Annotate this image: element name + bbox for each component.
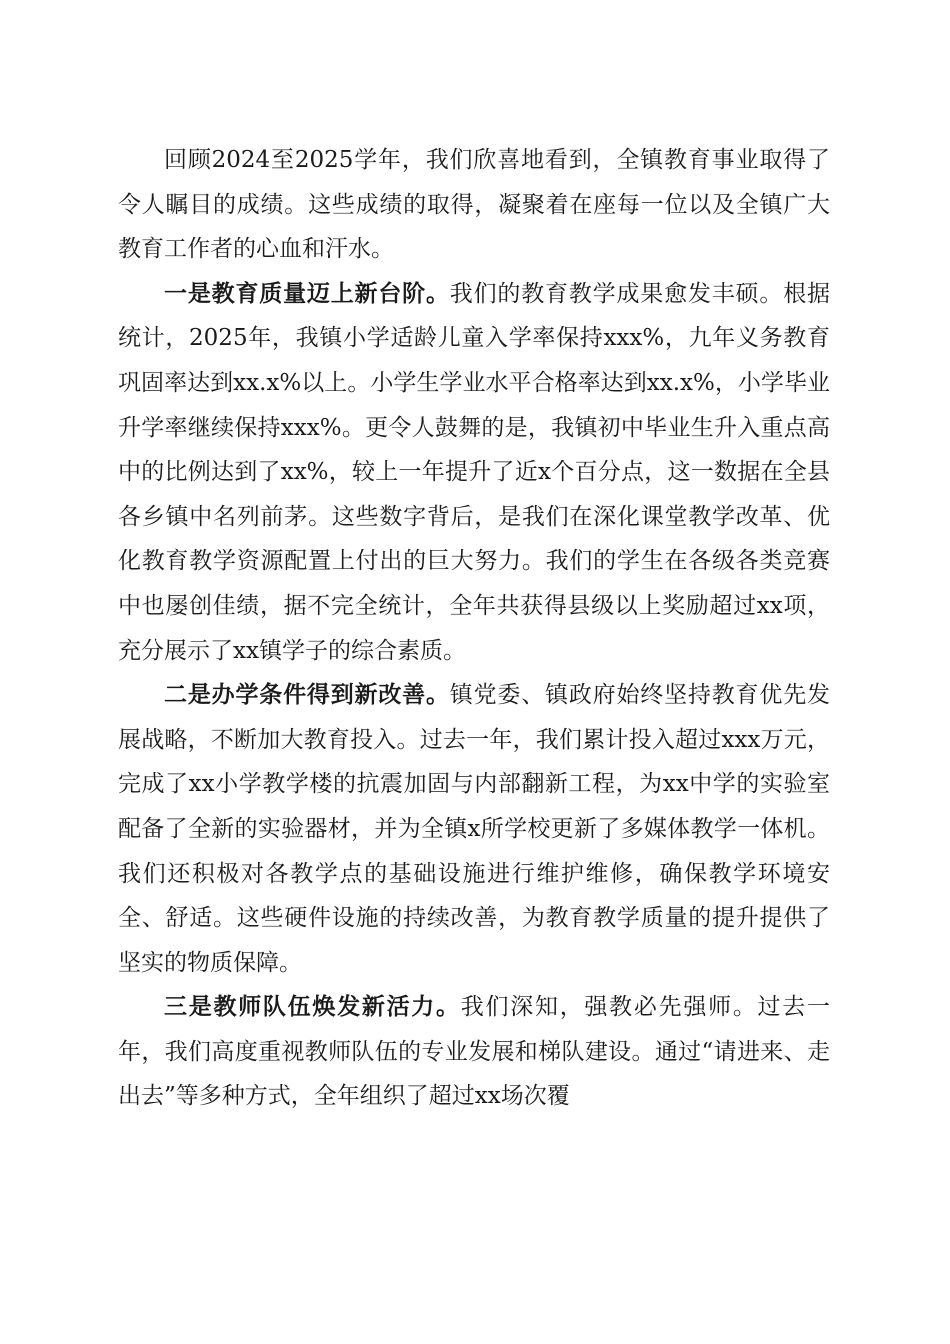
paragraph-body: 回顾2024至2025学年，我们欣喜地看到，全镇教育事业取得了令人瞩目的成绩。这些成绩的取得，凝聚着在座每一位以及全镇广大教育工作者的心血和汗水。 <box>118 147 830 263</box>
paragraph-lead: 三是教师队伍焕发新活力。 <box>164 993 461 1021</box>
paragraph-body: 我们深知，强教必先强师。过去一年，我们高度重视教师队伍的专业发展和梯队建设。通过“请进来、走出去”等多种方式，全年组织了超过xx场次覆 <box>118 994 831 1110</box>
paragraph-intro <box>118 138 830 272</box>
paragraph-body: 我们的教育教学成果愈发丰硕。根据统计，2025年，我镇小学适龄儿童入学率保持xxx%，九年义务教育巩固率达到xx.x%以上。小学生学业水平合格率达到xx.x%，小学毕业升学率继续保持xxx%。更令人鼓舞的是，我镇初中毕业生升入重点高中的比例达到了xx%，较上一年提升了近x个百分点，这一数据在全县各乡镇中名列前茅。这些数字背后，是我们在深化课堂教学改革、优化教育教学资源配置上付出的巨大努力。我们的学生在各级各类竞赛中也屡创佳绩，据不完全统计，全年共获得县级以上奖励超过xx项，充分展示了xx镇学子的综合素质。 <box>118 280 831 664</box>
paragraph-lead: 一是教育质量迈上新台阶。 <box>164 279 450 307</box>
paragraph-education-quality <box>118 272 830 673</box>
document-page <box>118 138 830 1119</box>
paragraph-lead: 二是办学条件得到新改善。 <box>164 681 450 709</box>
paragraph-school-conditions <box>118 673 830 985</box>
paragraph-body: 镇党委、镇政府始终坚持教育优先发展战略，不断加大教育投入。过去一年，我们累计投入超过xxx万元，完成了xx小学教学楼的抗震加固与内部翻新工程，为xx中学的实验室配备了全新的实验器材，并为全镇x所学校更新了多媒体教学一体机。我们还积极对各教学点的基础设施进行维护维修，确保教学环境安全、舒适。这些硬件设施的持续改善，为教育教学质量的提升提供了坚实的物质保障。 <box>118 682 831 976</box>
paragraph-teacher-team <box>118 985 830 1119</box>
